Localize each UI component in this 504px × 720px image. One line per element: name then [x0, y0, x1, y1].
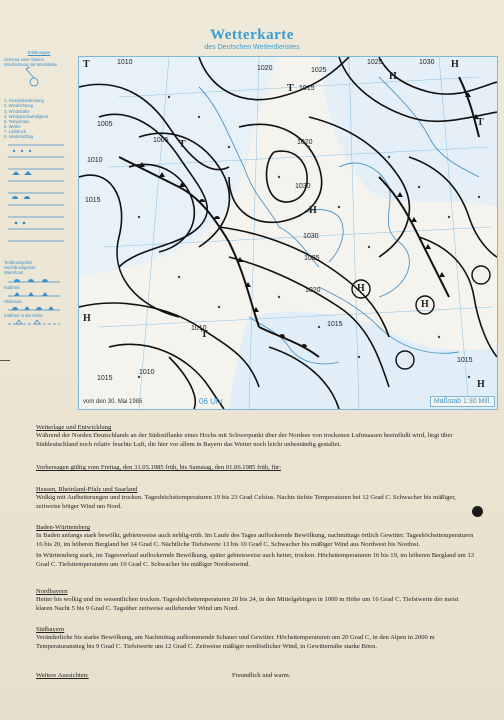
- legend-title: Erklärungen: [27, 50, 51, 55]
- legend-item: Schema einer Station: [4, 57, 45, 63]
- low-pressure-label: T: [201, 329, 208, 340]
- region-heading: Baden-Württemberg: [36, 524, 91, 531]
- low-pressure-label: T: [83, 59, 90, 70]
- synoptic-map: [78, 56, 498, 410]
- isobar-label: 1015: [85, 197, 101, 204]
- outlook-text: Freundlich und warm.: [232, 672, 291, 679]
- forecast-validity: [36, 464, 476, 472]
- high-pressure-label: H: [389, 71, 397, 82]
- page-subtitle: des Deutschen Wetterdienstes: [204, 44, 300, 51]
- legend-item: 3. Windstärke: [4, 108, 30, 114]
- isobar-label: 1010: [191, 325, 207, 332]
- outlook-heading-row: [36, 672, 156, 680]
- weather-situation: [36, 424, 476, 449]
- forecast-validity-text: Vorhersagen gültig vom Freitag, den 31.05.1985 früh, bis Samstag, den 01.06.1985 früh, für:: [36, 464, 281, 471]
- map-scale: Maßstab 1:30 Mill.: [430, 396, 495, 407]
- map-time: 06 Uhr: [199, 397, 224, 406]
- isobar-label: 1030: [419, 59, 435, 66]
- page-title: Wetterkarte: [210, 27, 294, 43]
- legend-item: Windrichtung mit Windstärke: [4, 62, 58, 68]
- high-pressure-label: H: [357, 283, 365, 294]
- high-pressure-label: H: [421, 299, 429, 310]
- isobar-label: 1025: [367, 59, 383, 66]
- isobar-label: 1010: [139, 369, 155, 376]
- isobar-label: 1015: [97, 375, 113, 382]
- outlook-heading: Weitere Aussichten:: [36, 672, 89, 679]
- region-text: Wolkig mit Aufheiterungen und trocken. Tageshöchsttemperaturen 19 bis 23 Grad Celsius. Nachts tiefste Temperaturen bei 12 Grad C. Schwacher bis mäßiger, zeitweise böiger Wind um Nord.: [36, 494, 456, 510]
- warm-front-icon: [4, 276, 64, 284]
- legend-item: 7. Luftdruck: [4, 128, 26, 134]
- region-text: In Württemberg stark, im Tagesverlauf auflockernde Bewölkung, später gebietsweise auch heiter, trocken. Höchsttemperaturen 16 bis 19, im höheren Bergland um 13 Grad C. Tiefsttemperaturen um 10 Grad C. Schwacher bis mäßiger Nordostwind.: [36, 552, 475, 568]
- region-heading: Hessen, Rheinland-Pfalz und Saarland: [36, 486, 138, 493]
- map-date: vom den 30. Mai 1985: [83, 399, 143, 405]
- legend-item: 8. Niederschlag: [4, 134, 34, 140]
- legend-item: 1. Gesamtbedeckung: [4, 98, 44, 104]
- legend-symbols-icon: [4, 139, 68, 259]
- low-pressure-label: T: [179, 139, 186, 150]
- isobar-label: 1015: [327, 321, 343, 328]
- legend-item: Kaltfront in der Höhe: [4, 312, 43, 318]
- region-text: Veränderliche bis starke Bewölkung, am Nachmittag aufkommende Schauer und Gewitter. Höchsttemperaturen um 20 Grad C, in den Alpen in 2000 m Temperaturanstieg bis 9 Grad C. Tiefstwerte um 12 Grad C. Zeitweise mäßiger nordöstlicher Wind, in Gewitternähe starke Böen.: [36, 634, 435, 650]
- high-pressure-label: H: [83, 313, 91, 324]
- station-schema-icon: [4, 67, 64, 97]
- region-baden-wuerttemberg: [36, 524, 476, 569]
- isobar-label: 1030: [303, 233, 319, 240]
- upper-cold-front-icon: [4, 318, 64, 326]
- legend-item: Tiefdruckgebiet: [4, 260, 33, 266]
- isobar-label: 1005: [97, 121, 113, 128]
- region-hessen: [36, 486, 476, 511]
- isobar-label: 1025: [311, 67, 327, 74]
- legend-item: Hochdruckgebiet: [4, 265, 36, 271]
- section-text: Während der Norden Deutschlands an der Südostflanke eines Hochs mit Schwerpunkt über der Nordsee von trockenen Luftmassen beeinflußt wird, liegt über Süddeutschland noch relativ feuchte Luft, die hier vor allem in Bayern das Wetter noch leicht unbeständig gestaltet.: [36, 432, 453, 448]
- occlusion-icon: [4, 304, 64, 312]
- isobar-label: 1020: [297, 139, 313, 146]
- isobar-label: 1015: [457, 357, 473, 364]
- isobar-label: 1020: [257, 65, 273, 72]
- region-text: In Baden anfangs stark bewölkt, gebietsweise auch neblig-trüb. Im Laufe des Tages auflockernde Bewölkung, nachmittags örtlich Gewitter. Tageshöchsttemperaturen 16 bis 20, im höheren Bergland bei 14 Grad C. Nächtliche Tiefstwerte 13 bis 10 Grad C. Schwacher bis mäßiger Wind aus Nordwest bis Nordost.: [36, 532, 474, 548]
- cold-front-icon: [4, 290, 64, 298]
- legend-item: Okklusion: [4, 298, 23, 304]
- isobar-label: 1010: [87, 157, 103, 164]
- region-suedbayern: [36, 626, 476, 651]
- legend-item: 2. Windrichtung: [4, 103, 34, 109]
- legend-item: Warmfront: [4, 270, 24, 276]
- region-heading: Nordbayern: [36, 588, 68, 595]
- legend-item: 5. Temperatur: [4, 118, 30, 124]
- legend-item: 4. Windgeschwindigkeit: [4, 113, 48, 119]
- section-heading: Wetterlage und Entwicklung: [36, 424, 112, 431]
- low-pressure-label: T: [287, 83, 294, 94]
- high-pressure-label: H: [477, 379, 485, 390]
- legend-item: Kaltfront: [4, 284, 20, 290]
- isobar-label: 1005: [153, 137, 169, 144]
- isobar-label: 1015: [299, 85, 315, 92]
- high-pressure-label: H: [451, 59, 459, 70]
- legend-panel: [4, 50, 74, 410]
- map-drawing: [79, 57, 497, 409]
- high-pressure-label: H: [309, 205, 317, 216]
- region-heading: Südbayern: [36, 626, 65, 633]
- isobar-label: 1020: [305, 287, 321, 294]
- isobar-label: 1030: [295, 183, 311, 190]
- isobar-label: 1010: [117, 59, 133, 66]
- isobar-label: 1025: [304, 255, 320, 262]
- legend-item: 6. Wetter: [4, 123, 21, 129]
- low-pressure-label: T: [477, 117, 484, 128]
- region-text: Heiter bis wolkig und im wesentlichen trocken. Tageshöchsttemperaturen 20 bis 24, in den Mittelgebirgen in 1000 m Höhe um 16 Grad C. Tiefstwerte der meist klaren Nacht 5 bis 9 Grad C. Tagsüber zeitweise auflebender Wind um Nord.: [36, 596, 459, 612]
- region-nordbayern: [36, 588, 476, 613]
